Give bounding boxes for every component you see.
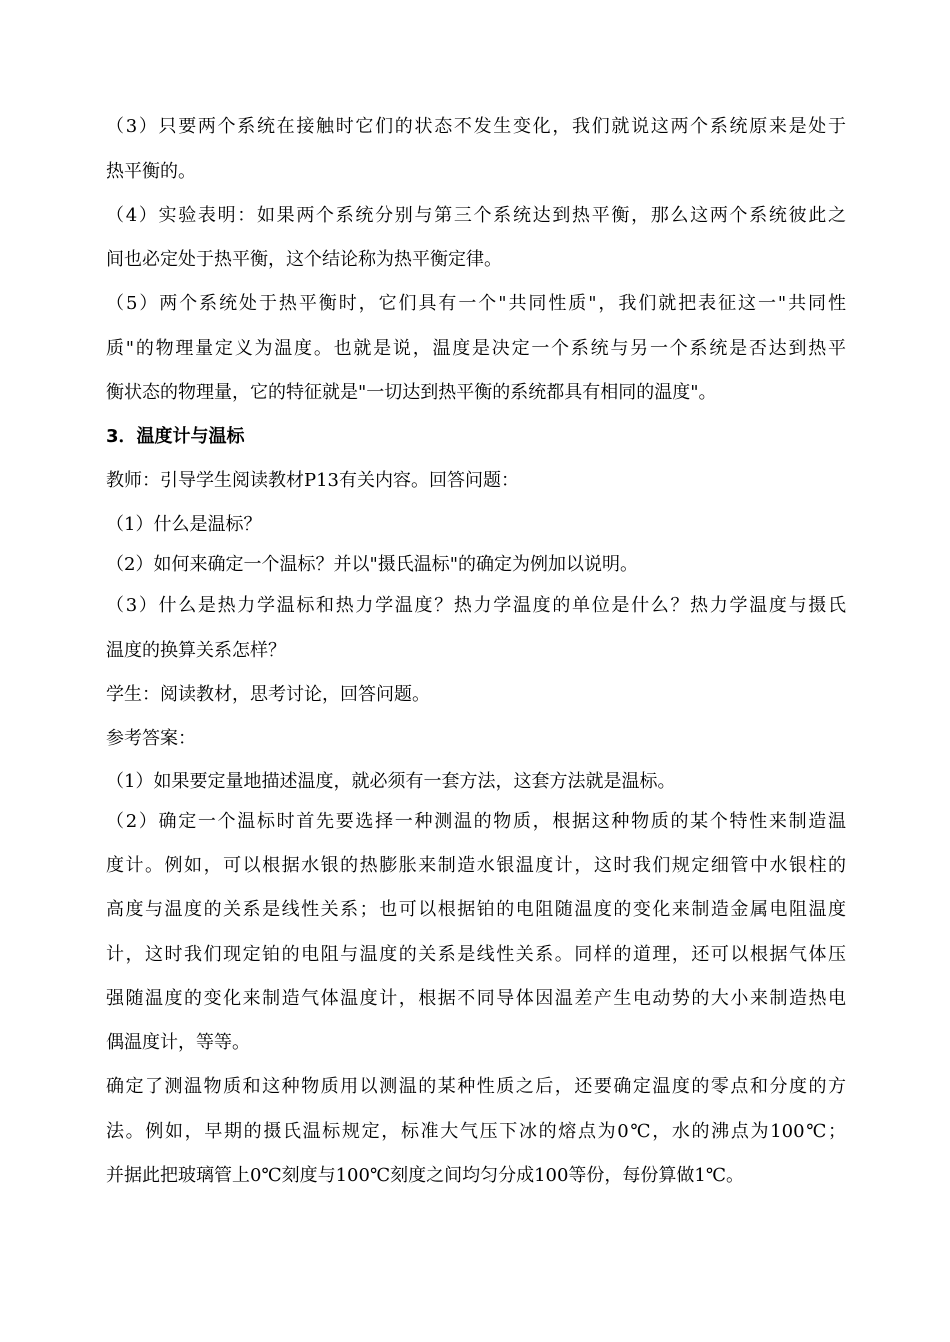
paragraph-3-line-2: 热平衡的。 [106,161,196,182]
answer-2-line-1: （2）确定一个温标时首先要选择一种测温的物质，根据这种物质的某个特性来制造温 [106,811,846,832]
answer-2-line-4: 计，这时我们现定铂的电阻与温度的关系是线性关系。同样的道理，还可以根据气体压 [106,944,846,965]
paragraph-4-line-2: 间也必定处于热平衡，这个结论称为热平衡定律。 [106,249,502,270]
reference-answer-label: 参考答案： [106,728,196,749]
paragraph-5-line-2: 质"的物理量定义为温度。也就是说，温度是决定一个系统与另一个系统是否达到热平 [106,338,846,359]
student-activity: 学生：阅读教材，思考讨论，回答问题。 [106,684,430,705]
answer-2-line-6: 偶温度计，等等。 [106,1032,250,1053]
question-1: （1）什么是温标？ [106,514,262,535]
paragraph-4-line-1: （4）实验表明：如果两个系统分别与第三个系统达到热平衡，那么这两个系统彼此之 [106,205,846,226]
paragraph-3-line-1: （3）只要两个系统在接触时它们的状态不发生变化，我们就说这两个系统原来是处于 [106,116,846,137]
paragraph-5-line-3: 衡状态的物理量，它的特征就是"一切达到热平衡的系统都具有相同的温度"。 [106,382,717,403]
final-paragraph-line-2: 法。例如，早期的摄氏温标规定，标准大气压下冰的熔点为0℃，水的沸点为100℃； [106,1121,846,1142]
final-paragraph-line-1: 确定了测温物质和这种物质用以测温的某种性质之后，还要确定温度的零点和分度的方 [106,1076,846,1097]
section-heading: 3．温度计与温标 [106,426,245,447]
teacher-instruction: 教师：引导学生阅读教材P13有关内容。回答问题： [106,470,520,491]
paragraph-5-line-1: （5）两个系统处于热平衡时，它们具有一个"共同性质"，我们就把表征这一"共同性 [106,293,846,314]
answer-2-line-2: 度计。例如，可以根据水银的热膨胀来制造水银温度计，这时我们规定细管中水银柱的 [106,855,846,876]
question-3-line-2: 温度的换算关系怎样？ [106,640,286,661]
question-3-line-1: （3）什么是热力学温标和热力学温度？热力学温度的单位是什么？热力学温度与摄氏 [106,595,846,616]
answer-1: （1）如果要定量地描述温度，就必须有一套方法，这套方法就是温标。 [106,771,676,792]
final-paragraph-line-3: 并据此把玻璃管上0℃刻度与100℃刻度之间均匀分成100等份，每份算做1℃。 [106,1165,745,1186]
answer-2-line-3: 高度与温度的关系是线性关系；也可以根据铂的电阻随温度的变化来制造金属电阻温度 [106,899,846,920]
question-2: （2）如何来确定一个温标？并以"摄氏温标"的确定为例加以说明。 [106,554,639,575]
answer-2-line-5: 强随温度的变化来制造气体温度计，根据不同导体因温差产生电动势的大小来制造热电 [106,988,846,1009]
